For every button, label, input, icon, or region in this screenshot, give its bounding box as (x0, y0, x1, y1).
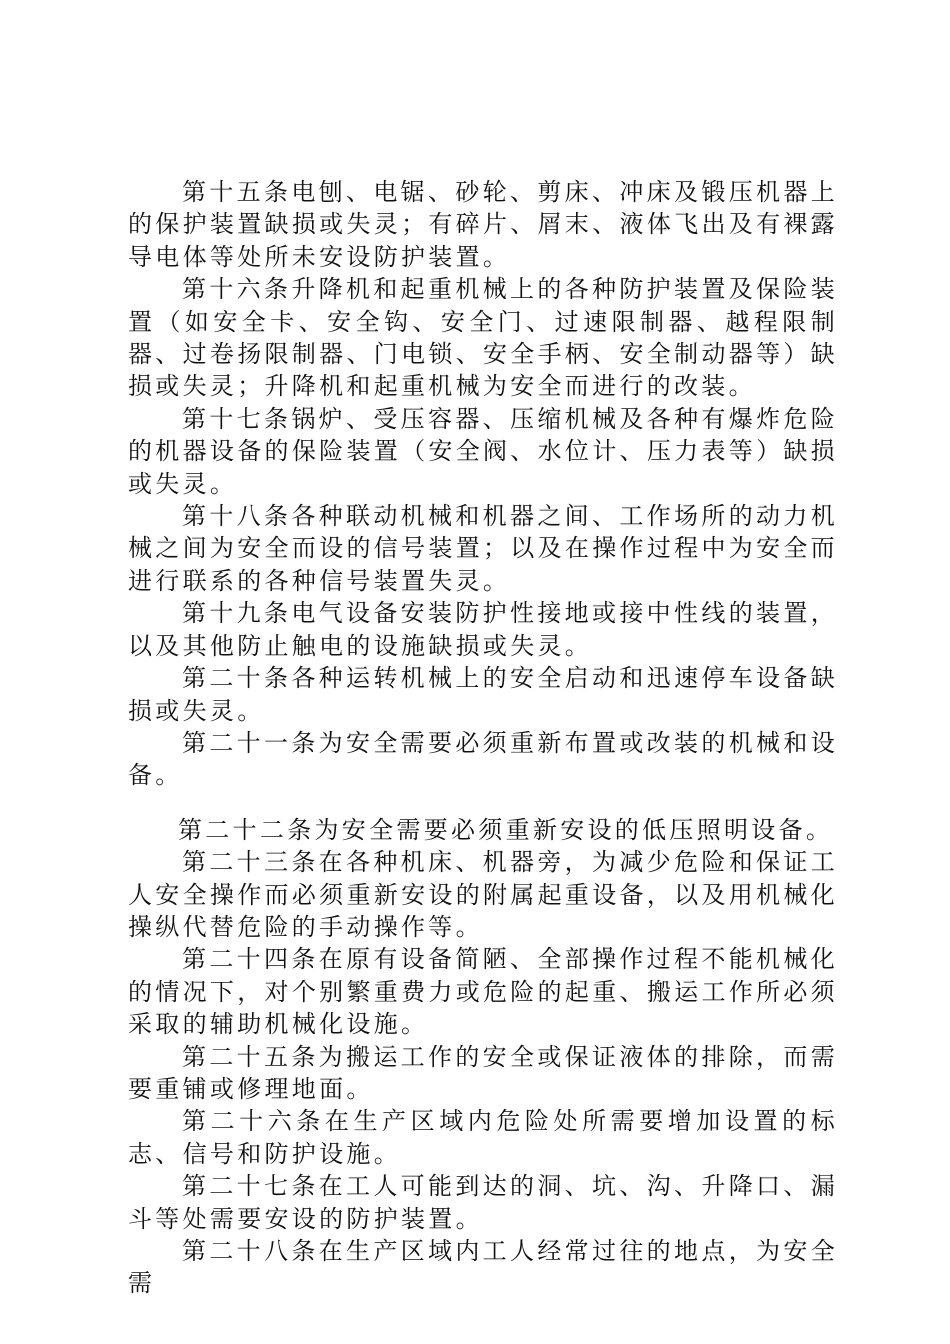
article-28: 第二十八条在生产区域内工人经常过往的地点，为安全需 (128, 1237, 838, 1298)
article-16: 第十六条升降机和起重机械上的各种防护装置及保险装置（如安全卡、安全钩、安全门、过速限制器、越程限制器、过卷扬限制器、门电锁、安全手柄、安全制动器等）缺损或失灵；升降机和起重机械为安全而进行的改装。 (128, 275, 838, 401)
article-24: 第二十四条在原有设备简陋、全部操作过程不能机械化的情况下，对个别繁重费力或危险的起重、搬运工作所必须采取的辅助机械化设施。 (128, 945, 838, 1039)
article-19: 第十九条电气设备安装防护性接地或接中性线的装置，以及其他防止触电的设施缺损或失灵。 (128, 599, 838, 660)
article-21: 第二十一条为安全需要必须重新布置或改装的机械和设备。 (128, 728, 838, 790)
article-22: 第二十二条为安全需要必须重新安设的低压照明设备。 (178, 815, 834, 844)
document-body (128, 176, 838, 1300)
article-27: 第二十七条在工人可能到达的洞、坑、沟、升降口、漏斗等处需要安设的防护装置。 (128, 1172, 838, 1233)
article-26: 第二十六条在生产区域内危险处所需要增加设置的标志、信号和防护设施。 (128, 1107, 838, 1168)
article-23: 第二十三条在各种机床、机器旁，为减少危险和保证工人安全操作而必须重新安设的附属起重设备，以及用机械化操纵代替危险的手动操作等。 (128, 848, 838, 941)
article-20: 第二十条各种运转机械上的安全启动和迅速停车设备缺损或失灵。 (128, 664, 838, 725)
article-18: 第十八条各种联动机械和机器之间、工作场所的动力机械之间为安全而设的信号装置；以及在操作过程中为安全而进行联系的各种信号装置失灵。 (128, 502, 838, 595)
article-25: 第二十五条为搬运工作的安全或保证液体的排除，而需要重铺或修理地面。 (128, 1042, 838, 1103)
article-17: 第十七条锅炉、受压容器、压缩机械及各种有爆炸危险的机器设备的保险装置（安全阀、水位计、压力表等）缺损或失灵。 (128, 404, 838, 498)
article-15: 第十五条电刨、电锯、砂轮、剪床、冲床及锻压机器上的保护装置缺损或失灵；有碎片、屑末、液体飞出及有裸露导电体等处所未安设防护装置。 (128, 178, 838, 271)
